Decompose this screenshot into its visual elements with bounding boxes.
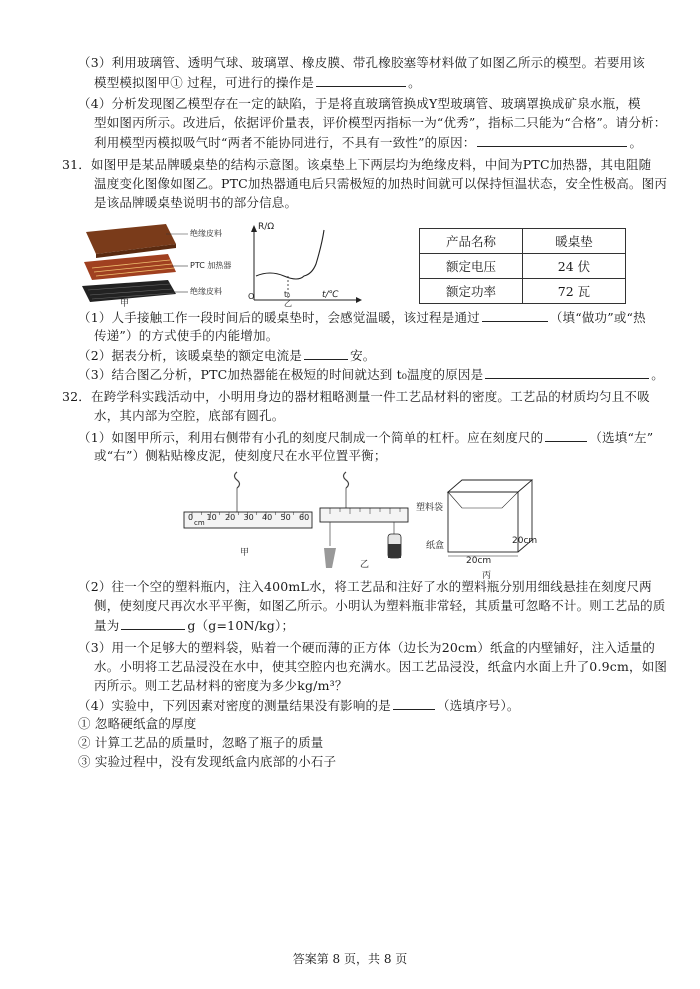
text-line: 水，其内部为空腔，底部有圆孔。 — [94, 408, 285, 423]
box-label: 纸盒 — [426, 541, 445, 551]
text-line: 或“右”）侧粘贴橡皮泥，使刻度尺在水平位置平衡； — [94, 448, 387, 463]
table-row: 产品名称 暖桌垫 — [420, 229, 626, 254]
answer-blank[interactable] — [545, 429, 587, 442]
spec-table — [419, 228, 626, 304]
graph-x-label: t/℃ — [322, 290, 339, 300]
dim-bottom: 20cm — [466, 556, 492, 566]
text-line: 模型模拟图甲① 过程，可进行的操作是 。 — [94, 75, 421, 90]
graph-y-label: R/Ω — [258, 222, 275, 232]
text-line: 量为 g（g=10N/kg）； — [94, 618, 295, 633]
ruler-tick-label: 10 — [206, 513, 217, 522]
text-line: 利用模型丙模拟吸气时“两者不能协同进行，不具有一致性”的原因： 。 — [94, 135, 643, 150]
page-footer: 答案第 8 页，共 8 页 — [292, 952, 408, 966]
layer-label-middle: PTC 加热器 — [190, 261, 232, 270]
text-line: （2）据表分析，该暖桌垫的额定电流是 安。 — [78, 348, 376, 363]
answer-blank[interactable] — [485, 366, 649, 379]
text-line: 32．在跨学科实践活动中，小明用身边的器材粗略测量一件工艺品材料的密度。工艺品的材质均匀且不吸 — [62, 389, 650, 404]
table-row: 额定功率 72 瓦 — [420, 279, 626, 304]
text-line: （4）实验中，下列因素对密度的测量结果没有影响的是 （选填序号）。 — [78, 698, 520, 713]
text-line: （2）往一个空的塑料瓶内，注入400mL水，将工艺品和注好了水的塑料瓶分别用细线悬挂在刻度尺两 — [78, 579, 652, 594]
ruler-tick-label: 50 — [280, 513, 291, 522]
resistance-temperature-graph — [244, 224, 364, 308]
ruler-tick-label: 0 — [188, 513, 194, 522]
graph-origin-label: O — [248, 292, 255, 301]
ruler-tick-label: 60 — [299, 513, 310, 522]
graph-t0-label: t₀ — [284, 290, 291, 299]
text-line: 温度变化图像如图乙。PTC加热器通电后只需极短的加热时间就可以保持恒温状态，安全性极高。图丙 — [94, 176, 668, 191]
text-line: 水。小明将工艺品浸没在水中，使其空腔内也充满水。因工艺品浸没，纸盒内水面上升了0.9cm，如图 — [94, 659, 668, 674]
answer-blank[interactable] — [477, 134, 627, 147]
ruler-tick-label: 30 — [243, 513, 254, 522]
caption-bing-32: 丙 — [482, 571, 492, 581]
ruler-unit: cm — [194, 519, 205, 527]
dim-side: 20cm — [512, 536, 538, 546]
answer-blank[interactable] — [393, 697, 435, 710]
caption-yi-32: 乙 — [360, 560, 370, 570]
text-line: ① 忽略硬纸盒的厚度 — [78, 716, 197, 731]
layer-label-top: 绝缘皮料 — [190, 229, 222, 238]
ruler-tick-label: 40 — [262, 513, 273, 522]
text-line: （4）分析发现图乙模型存在一定的缺陷，于是将直玻璃管换成Y型玻璃管、玻璃罩换成矿泉水瓶，模 — [78, 96, 641, 111]
lever-ruler-diagram — [180, 468, 318, 538]
caption-jia-32: 甲 — [240, 548, 250, 558]
bag-label: 塑料袋 — [416, 503, 444, 513]
layer-label-bottom: 绝缘皮料 — [190, 287, 222, 296]
answer-blank[interactable] — [316, 74, 406, 87]
ruler-tick-label: 20 — [225, 513, 236, 522]
answer-blank[interactable] — [121, 617, 185, 630]
box-diagram — [440, 478, 540, 568]
text-line: ② 计算工艺品的质量时，忽略了瓶子的质量 — [78, 735, 324, 750]
text-line: ③ 实验过程中，没有发现纸盒内底部的小石子 — [78, 754, 337, 769]
text-line: 31．如图甲是某品牌暖桌垫的结构示意图。该桌垫上下两层均为绝缘皮料，中间为PTC加热器，其电阻随 — [62, 157, 652, 172]
answer-blank[interactable] — [482, 309, 548, 322]
text-line: 是该品牌暖桌垫说明书的部分信息。 — [94, 195, 298, 210]
caption-jia-31: 甲 — [120, 299, 130, 309]
text-line: 传递”）的方式使手的内能增加。 — [94, 328, 279, 343]
text-line: 型如图丙所示。改进后，依据评价量表，评价模型丙指标一为“优秀”，指标二只能为“合格”。请分析： — [94, 115, 667, 130]
text-line: （3）利用玻璃管、透明气球、玻璃罩、橡皮膜、带孔橡胶塞等材料做了如图乙所示的模型。若要用该 — [78, 55, 645, 70]
text-line: 侧，使刻度尺再次水平平衡，如图乙所示。小明认为塑料瓶非常轻，其质量可忽略不计。则工艺品的质 — [94, 598, 666, 613]
answer-blank[interactable] — [304, 347, 348, 360]
text-line: （1）如图甲所示，利用右侧带有小孔的刻度尺制成一个简单的杠杆。应在刻度尺的 （选填“左” — [78, 430, 654, 445]
caption-yi-31: 乙 — [284, 299, 292, 308]
lever-balance-diagram — [318, 470, 412, 570]
ruler-tick-labels — [184, 513, 312, 525]
text-line: （1）人手接触工作一段时间后的暖桌垫时，会感觉温暖，该过程是通过 （填“做功”或“热 — [78, 310, 646, 325]
text-line: （3）用一个足够大的塑料袋，贴着一个硬而薄的正方体（边长为20cm）纸盒的内壁铺好，注入适量的 — [78, 640, 656, 655]
text-line: （3）结合图乙分析，PTC加热器能在极短的时间就达到 t₀温度的原因是 。 — [78, 367, 664, 382]
text-line: 丙所示。则工艺品材料的密度为多少kg/m³？ — [94, 678, 348, 693]
table-row: 额定电压 24 伏 — [420, 254, 626, 279]
